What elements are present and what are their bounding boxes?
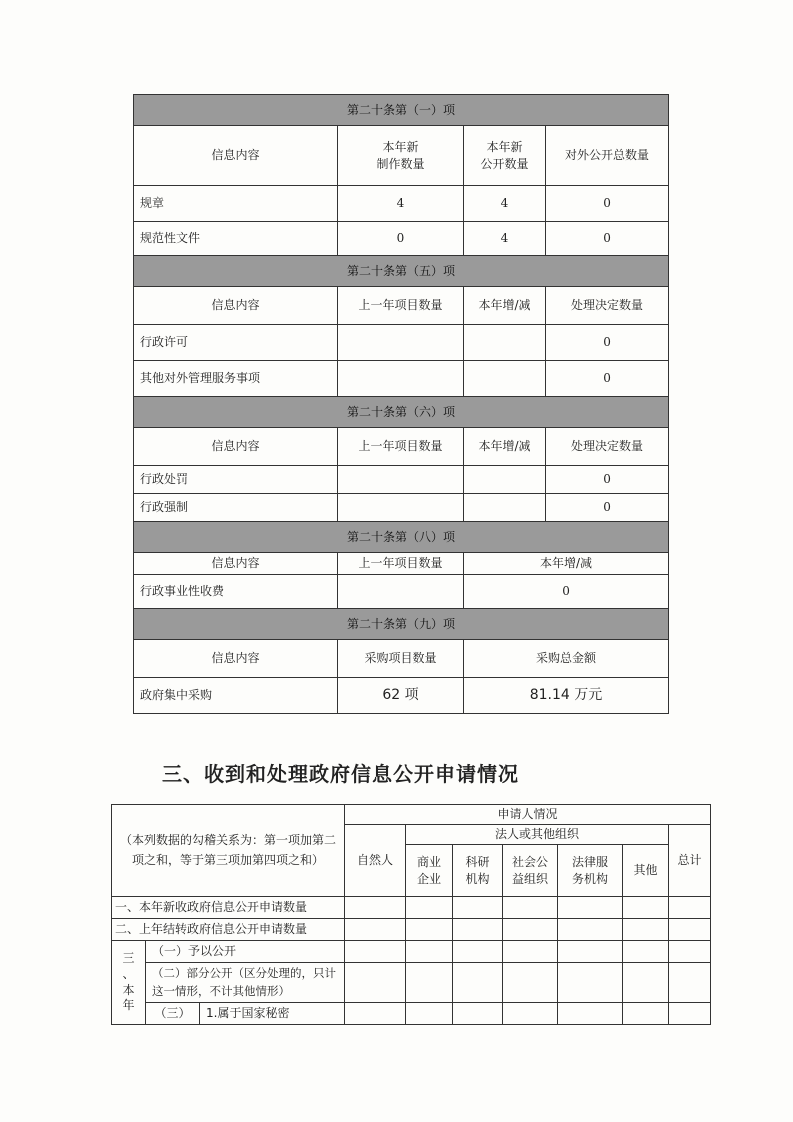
section-title: 第二十条第（一）项 <box>134 95 669 126</box>
org-type-header: 法律服 务机构 <box>558 845 623 897</box>
org-type-header: 其他 <box>623 845 669 897</box>
cell-value <box>464 325 546 361</box>
application-table <box>111 804 711 1025</box>
cell-value: 0 <box>546 361 669 397</box>
cell-value <box>338 325 464 361</box>
col-header: 信息内容 <box>134 640 338 678</box>
row-label: 政府集中采购 <box>134 678 338 714</box>
applicant-header: 申请人情况 <box>345 805 711 825</box>
corner-note: （本列数据的勾稽关系为：第一项加第二项之和，等于第三项加第四项之和） <box>112 805 345 897</box>
col-header: 采购项目数量 <box>338 640 464 678</box>
cell-value: 4 <box>464 186 546 222</box>
row-label: 规章 <box>134 186 338 222</box>
cell-value: 4 <box>338 186 464 222</box>
org-type-header: 社会公 益组织 <box>503 845 558 897</box>
cell-value <box>338 575 464 609</box>
col-header: 信息内容 <box>134 428 338 466</box>
row-label: 行政许可 <box>134 325 338 361</box>
col-header: 信息内容 <box>134 287 338 325</box>
col-header: 信息内容 <box>134 553 338 575</box>
row-label: （三） <box>146 1003 200 1025</box>
col-header: 处理决定数量 <box>546 287 669 325</box>
cell-value <box>464 466 546 494</box>
col-header: 本年新 制作数量 <box>338 126 464 186</box>
natural-person-header: 自然人 <box>345 825 406 897</box>
cell-value <box>338 494 464 522</box>
col-header: 本年增/减 <box>464 553 669 575</box>
section-heading: 三、收到和处理政府信息公开申请情况 <box>162 762 519 786</box>
row-label: 其他对外管理服务事项 <box>134 361 338 397</box>
cell-value: 0 <box>546 466 669 494</box>
cell-value <box>338 361 464 397</box>
cell-value: 62 项 <box>338 678 464 714</box>
cell-value <box>464 361 546 397</box>
row-label: 规范性文件 <box>134 222 338 256</box>
col-header: 对外公开总数量 <box>546 126 669 186</box>
row-label: 行政处罚 <box>134 466 338 494</box>
disclosure-table <box>133 94 669 714</box>
cell-value: 0 <box>338 222 464 256</box>
cell-value: 0 <box>546 222 669 256</box>
row-label: （一）予以公开 <box>146 941 345 963</box>
cell-value: 0 <box>546 494 669 522</box>
col-header: 信息内容 <box>134 126 338 186</box>
total-header: 总计 <box>669 825 711 897</box>
cell-value: 0 <box>546 325 669 361</box>
row-label: 行政事业性收费 <box>134 575 338 609</box>
section-title: 第二十条第（八）项 <box>134 522 669 553</box>
cell-value: 4 <box>464 222 546 256</box>
col-header: 采购总金额 <box>464 640 669 678</box>
col-header: 上一年项目数量 <box>338 287 464 325</box>
col-header: 处理决定数量 <box>546 428 669 466</box>
col-header: 本年增/减 <box>464 428 546 466</box>
row-label: 1.属于国家秘密 <box>200 1003 345 1025</box>
row-label: 行政强制 <box>134 494 338 522</box>
cell-value: 0 <box>546 186 669 222</box>
section-title: 第二十条第（六）项 <box>134 397 669 428</box>
col-header: 上一年项目数量 <box>338 553 464 575</box>
col-header: 本年增/减 <box>464 287 546 325</box>
section-title: 第二十条第（九）项 <box>134 609 669 640</box>
row-label: 二、上年结转政府信息公开申请数量 <box>112 919 345 941</box>
row-label: 一、本年新收政府信息公开申请数量 <box>112 897 345 919</box>
org-type-header: 商业 企业 <box>406 845 453 897</box>
row-label: （二）部分公开（区分处理的，只计这一情形，不计其他情形） <box>146 963 345 1003</box>
col-header: 本年新 公开数量 <box>464 126 546 186</box>
cell-value: 0 <box>464 575 669 609</box>
cell-value <box>338 466 464 494</box>
row-group-label: 三 、 本 年 <box>112 941 146 1025</box>
col-header: 上一年项目数量 <box>338 428 464 466</box>
cell-value: 81.14 万元 <box>464 678 669 714</box>
cell-value <box>464 494 546 522</box>
legal-org-header: 法人或其他组织 <box>406 825 669 845</box>
section-title: 第二十条第（五）项 <box>134 256 669 287</box>
org-type-header: 科研 机构 <box>453 845 503 897</box>
